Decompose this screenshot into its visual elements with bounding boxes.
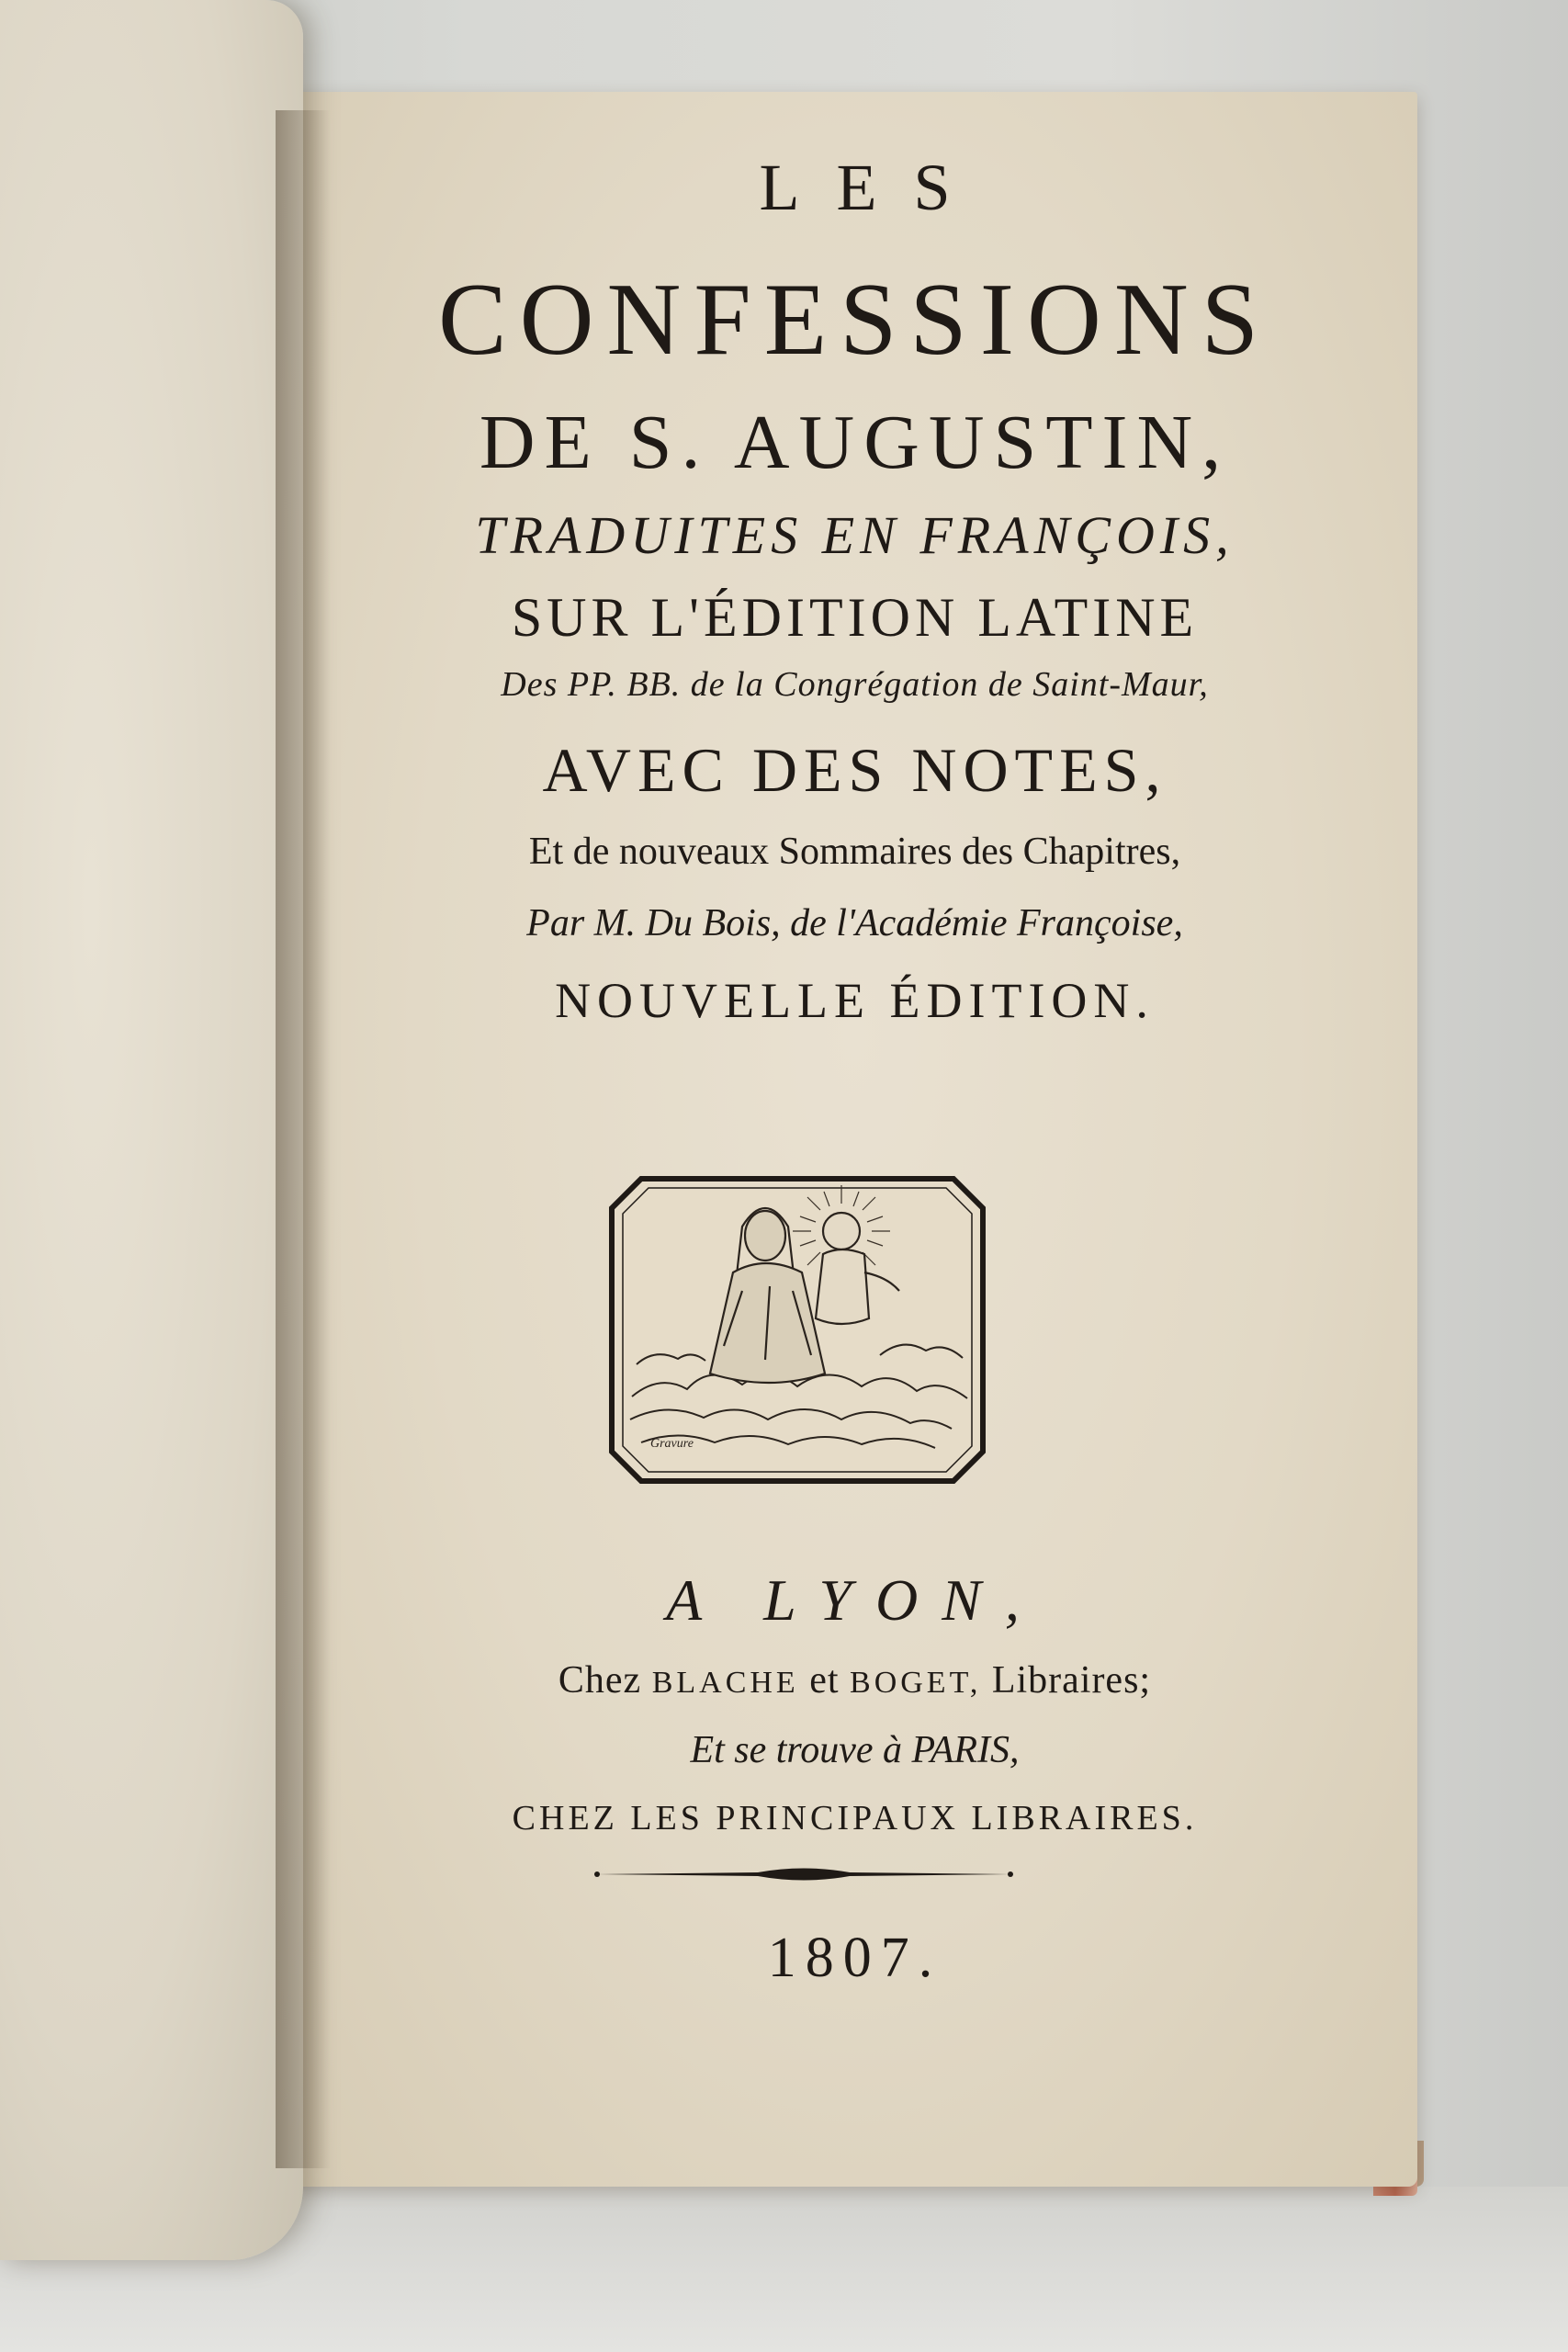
imprint-paris: Et se trouve à PARIS, [690,1729,1020,1771]
translator-credit: Par M. Du Bois, de l'Académie Françoise, [526,902,1183,944]
subtitle-congregation: Des PP. BB. de la Congrégation de Saint-Maur, [501,665,1209,704]
subtitle-summaries: Et de nouveaux Sommaires des Chapitres, [528,831,1181,873]
subtitle-translation: TRADUITES EN FRANÇOIS, [475,505,1235,565]
publisher-boget: BOGET, [850,1666,982,1700]
imprint-publishers [292,1661,1417,1700]
title-les: LES [759,151,987,224]
title-block [292,138,1417,1028]
imprint-city: A LYON, [666,1567,1043,1633]
edition-statement: NOUVELLE ÉDITION. [555,973,1155,1028]
publisher-conjunction: et [809,1659,840,1702]
title-author: DE S. AUGUSTIN, [479,400,1231,485]
publisher-blache: BLACHE [651,1666,799,1700]
subtitle-latin-edition: SUR L'ÉDITION LATINE [511,587,1199,648]
engraver-signature: Gravure [650,1437,694,1451]
subtitle-notes: AVEC DES NOTES, [542,735,1168,805]
ornamental-rule [592,1860,1015,1888]
title-confessions: CONFESSIONS [437,263,1272,377]
madonna-and-child-icon [604,1171,990,1488]
imprint-block [292,1567,1417,1838]
publication-year: 1807. [767,1927,942,1989]
publisher-role: Libraires; [991,1659,1152,1702]
chez-prefix: Chez [558,1659,642,1702]
imprint-principal-booksellers: CHEZ LES PRINCIPAUX LIBRAIRES. [512,1799,1198,1838]
facing-page [0,0,303,2260]
